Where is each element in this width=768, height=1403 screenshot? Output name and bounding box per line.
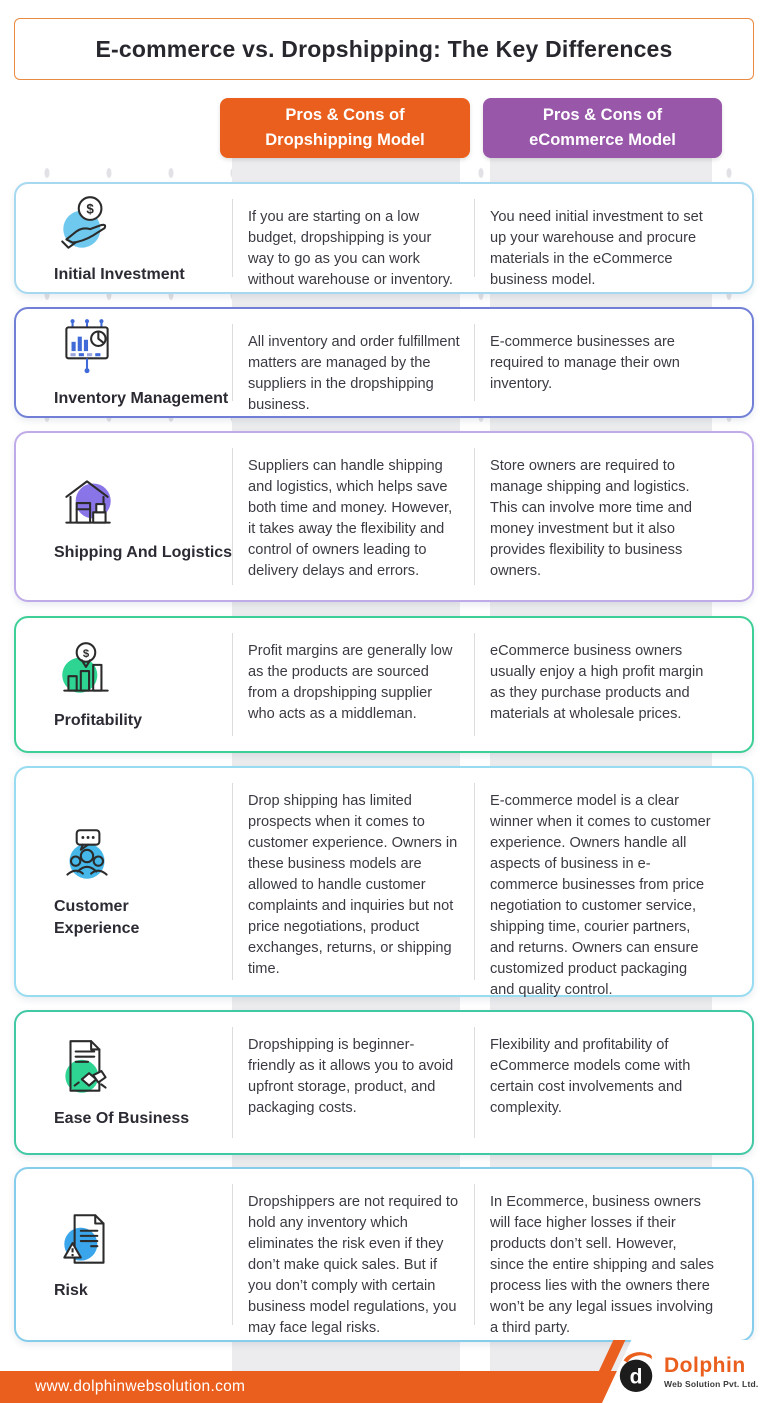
profit-chart-icon [54,637,120,703]
row-label: Customer Experience [54,898,140,937]
company-logo [616,1346,766,1398]
customer-group-icon [54,823,120,889]
row-label: Shipping And Logistics [54,544,233,562]
brand-name: Dolphin [664,1354,746,1377]
ecommerce-text: Flexibility and profitability of eCommerce models come with certain cost involvements and complexity. [490,1037,691,1116]
row-profitability [14,616,754,753]
footer-website: www.dolphinwebsolution.com [35,1378,246,1395]
dropshipping-text: If you are starting on a low budget, dropshipping is your way to go as you can work without warehouse or inventory. [248,209,453,288]
svg-text:d: d [629,1365,643,1389]
ecommerce-header-line2: eCommerce Model [529,131,676,149]
dropshipping-text: Dropshipping is beginner-friendly as it allows you to avoid upfront storage, product, and packaging costs. [248,1037,454,1116]
warehouse-icon [54,469,120,535]
row-label: Initial Investment [54,265,185,283]
ecommerce-text: Store owners are required to manage shipping and logistics. This can involve more time and money investment but it also provides flexibility to business owners. [490,458,692,579]
ecommerce-text: eCommerce business owners usually enjoy a high profit margin as they purchase products and materials at wholesale prices. [490,643,704,722]
row-label: Ease Of Business [54,1110,190,1128]
row-inventory-management [14,307,754,418]
dolphin-logo-icon [616,1349,658,1395]
row-risk [14,1167,754,1342]
brand-subtitle: Web Solution Pvt. Ltd. [664,1379,759,1389]
ecommerce-text: In Ecommerce, business owners will face higher losses if their products don’t sell. However, since the entire shipping and sales process lies with the owners there won’t be any legal issues involving a third party. [490,1194,714,1336]
ecommerce-text: E-commerce model is a clear winner when it comes to customer experience. Owners handle all aspects of business in e-commerce businesses from price negotiation to customer service, shipping time, courier partners, and returns. Owners can ensure customized product packaging and quality control. [490,793,711,998]
svg-text:$: $ [86,201,94,217]
dropshipping-text: Dropshippers are not required to hold any inventory which eliminates the risk even if they don’t make quick sales. But if you don’t comply with certain business model regulations, you may face legal risks. [248,1194,459,1336]
row-initial-investment [14,182,754,294]
row-label: Risk [54,1282,88,1300]
dropshipping-text: Drop shipping has limited prospects when it comes to customer experience. Owners in these business models are allowed to handle customer complaints and inquiries but not price negotiations, product exchanges, returns, or shipping time. [248,793,458,977]
dropshipping-header-line1: Pros & Cons of [285,106,405,125]
dropshipping-header-line2: Dropshipping Model [265,131,425,149]
risk-document-icon [54,1207,120,1273]
dropshipping-text: All inventory and order fulfillment matters are managed by the suppliers in the dropshipping business. [248,334,460,413]
dropshipping-text: Suppliers can handle shipping and logistics, which helps save both time and money. However, it takes away the flexibility and control of owners leading to delivery delays and errors. [248,458,453,579]
ecommerce-text: E-commerce businesses are required to manage their own inventory. [490,334,680,392]
ecommerce-column-header [483,98,722,158]
row-label: Profitability [54,712,143,730]
title-box [14,18,754,80]
row-ease-of-business [14,1010,754,1155]
ecommerce-header-line1: Pros & Cons of [542,106,663,125]
dropshipping-text: Profit margins are generally low as the products are sourced from a dropshipping supplier who acts as a middleman. [248,643,453,722]
row-shipping-and-logistics [14,431,754,602]
svg-text:$: $ [82,648,90,661]
document-handshake-icon [54,1035,120,1101]
hand-coin-icon [54,191,120,257]
row-label: Inventory Management [54,390,229,408]
ecommerce-text: You need initial investment to set up your warehouse and procure materials in the eCommerce business model. [490,209,703,288]
page-title: E-commerce vs. Dropshipping: The Key Differences [95,35,673,62]
dropshipping-column-header [220,98,470,158]
row-customer-experience [14,766,754,997]
presentation-chart-icon [54,315,120,381]
